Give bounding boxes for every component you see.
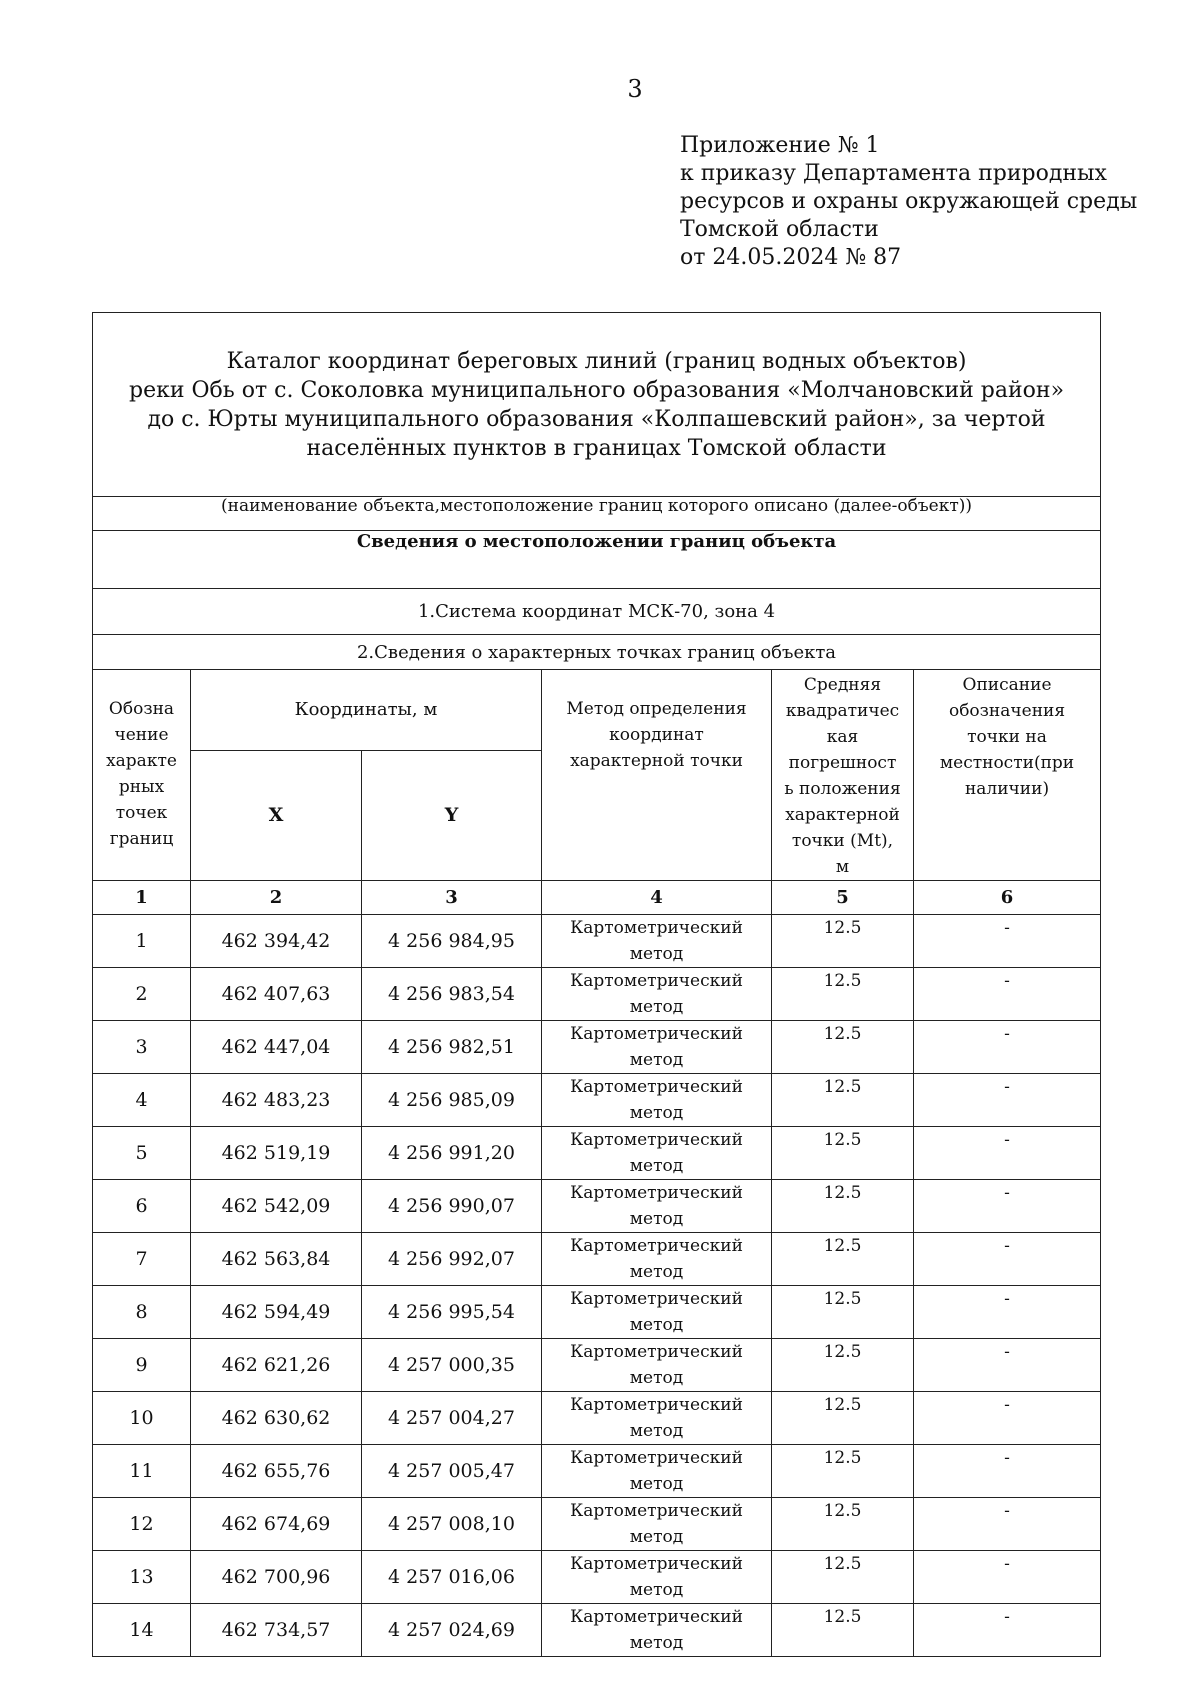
point-description: -: [914, 1286, 1101, 1339]
catalog-title-line: Каталог координат береговых линий (границ водных объектов): [226, 348, 967, 374]
point-number: 7: [93, 1233, 191, 1286]
method-cell: [542, 1233, 772, 1286]
table-row: [93, 1127, 1101, 1180]
method-line: метод: [629, 1209, 684, 1229]
method-cell: [542, 1551, 772, 1604]
coordinate-y: 4 257 000,35: [362, 1339, 542, 1392]
method-line: метод: [629, 997, 684, 1017]
header-line: характерной точки: [570, 751, 743, 771]
column-number: 6: [914, 881, 1101, 915]
point-description: -: [914, 1180, 1101, 1233]
coordinate-y: 4 256 985,09: [362, 1074, 542, 1127]
table-row: [93, 1339, 1101, 1392]
method-line: Картометрический: [570, 1183, 743, 1203]
point-description: -: [914, 1074, 1101, 1127]
coordinate-y: 4 256 982,51: [362, 1021, 542, 1074]
table-row: [93, 1021, 1101, 1074]
point-description: -: [914, 1127, 1101, 1180]
error-value: 12.5: [772, 1286, 914, 1339]
point-description: -: [914, 1498, 1101, 1551]
coordinate-y: 4 256 984,95: [362, 915, 542, 968]
method-line: метод: [629, 1633, 684, 1653]
method-line: метод: [629, 1527, 684, 1547]
coordinate-x: 462 734,57: [191, 1604, 362, 1657]
point-number: 10: [93, 1392, 191, 1445]
method-line: метод: [629, 1262, 684, 1282]
method-line: Картометрический: [570, 1448, 743, 1468]
point-description: -: [914, 1551, 1101, 1604]
method-line: Картометрический: [570, 1554, 743, 1574]
error-value: 12.5: [772, 1021, 914, 1074]
method-cell: [542, 915, 772, 968]
coordinate-y: 4 257 004,27: [362, 1392, 542, 1445]
header-line: Обозна: [108, 699, 175, 719]
table-row: [93, 915, 1101, 968]
header-line: точки (Mt),: [791, 831, 894, 851]
method-line: метод: [629, 1050, 684, 1070]
header-line: ь положения: [784, 779, 901, 799]
error-value: 12.5: [772, 915, 914, 968]
table-row: [93, 968, 1101, 1021]
page-number: 3: [627, 75, 643, 103]
point-description: -: [914, 1392, 1101, 1445]
point-number: 13: [93, 1551, 191, 1604]
header-line: точек: [115, 803, 168, 823]
column-number: 3: [362, 881, 542, 915]
point-description: -: [914, 915, 1101, 968]
coordinate-y: 4 257 016,06: [362, 1551, 542, 1604]
section-title: Сведения о местоположении границ объекта: [93, 531, 1101, 589]
point-number: 9: [93, 1339, 191, 1392]
method-line: метод: [629, 1315, 684, 1335]
coordinate-x: 462 655,76: [191, 1445, 362, 1498]
coordinate-y: 4 256 990,07: [362, 1180, 542, 1233]
catalog-title-line: до с. Юрты муниципального образования «Колпашевский район», за чертой: [147, 406, 1046, 432]
header-line: Метод определения: [566, 699, 747, 719]
header-line: координат: [609, 725, 704, 745]
method-line: метод: [629, 1421, 684, 1441]
point-description: -: [914, 968, 1101, 1021]
appendix-line: ресурсов и охраны окружающей среды: [680, 189, 1138, 214]
column-number: 4: [542, 881, 772, 915]
coordinate-y: 4 256 992,07: [362, 1233, 542, 1286]
coordinates-catalog-table: [92, 312, 1101, 1657]
coordinate-x: 462 519,19: [191, 1127, 362, 1180]
header-x: X: [191, 750, 362, 880]
header-line: местности(при: [939, 753, 1075, 773]
header-line: наличии): [964, 779, 1050, 799]
method-line: Картометрический: [570, 1130, 743, 1150]
error-value: 12.5: [772, 1180, 914, 1233]
header-line: квадратичес: [785, 701, 900, 721]
coordinate-x: 462 630,62: [191, 1392, 362, 1445]
coordinate-x: 462 407,63: [191, 968, 362, 1021]
method-line: метод: [629, 1368, 684, 1388]
points-section-title: 2.Сведения о характерных точках границ объекта: [93, 635, 1101, 670]
coordinate-y: 4 257 008,10: [362, 1498, 542, 1551]
point-description: -: [914, 1445, 1101, 1498]
method-line: метод: [629, 944, 684, 964]
error-value: 12.5: [772, 1445, 914, 1498]
method-line: метод: [629, 1474, 684, 1494]
coordinate-y: 4 257 024,69: [362, 1604, 542, 1657]
table-row: [93, 1604, 1101, 1657]
coordinate-x: 462 563,84: [191, 1233, 362, 1286]
method-line: Картометрический: [570, 1289, 743, 1309]
coordinate-x: 462 621,26: [191, 1339, 362, 1392]
table-row: [93, 1074, 1101, 1127]
error-value: 12.5: [772, 1604, 914, 1657]
appendix-line: Томской области: [680, 217, 879, 242]
coordinate-y: 4 256 991,20: [362, 1127, 542, 1180]
header-line: точки на: [967, 727, 1047, 747]
error-value: 12.5: [772, 1551, 914, 1604]
method-cell: [542, 1127, 772, 1180]
method-cell: [542, 1498, 772, 1551]
appendix-block: [680, 132, 1137, 272]
coordinate-x: 462 483,23: [191, 1074, 362, 1127]
coordinate-x: 462 700,96: [191, 1551, 362, 1604]
point-description: -: [914, 1604, 1101, 1657]
point-description: -: [914, 1233, 1101, 1286]
header-y: Y: [362, 750, 542, 880]
catalog-title: [93, 313, 1101, 497]
method-line: метод: [629, 1580, 684, 1600]
table-row: [93, 1180, 1101, 1233]
point-description: -: [914, 1339, 1101, 1392]
table-row: [93, 1445, 1101, 1498]
header-line: погрешност: [788, 753, 897, 773]
header-method: [542, 670, 772, 881]
header-line: Описание: [962, 675, 1052, 695]
method-cell: [542, 1286, 772, 1339]
method-cell: [542, 968, 772, 1021]
table-row: [93, 1551, 1101, 1604]
point-number: 14: [93, 1604, 191, 1657]
header-coordinates: Координаты, м: [191, 670, 542, 751]
object-subtitle: (наименование объекта,местоположение границ которого описано (далее-объект)): [93, 497, 1101, 531]
error-value: 12.5: [772, 1392, 914, 1445]
method-line: Картометрический: [570, 1342, 743, 1362]
point-number: 1: [93, 915, 191, 968]
header-line: характе: [106, 751, 177, 771]
method-cell: [542, 1074, 772, 1127]
column-number: 2: [191, 881, 362, 915]
method-line: Картометрический: [570, 1607, 743, 1627]
header-line: м: [835, 857, 850, 877]
point-number: 4: [93, 1074, 191, 1127]
header-line: рных: [118, 777, 165, 797]
method-cell: [542, 1339, 772, 1392]
catalog-title-line: населённых пунктов в границах Томской области: [306, 435, 887, 461]
method-cell: [542, 1021, 772, 1074]
method-cell: [542, 1392, 772, 1445]
point-number: 11: [93, 1445, 191, 1498]
coordinate-x: 462 674,69: [191, 1498, 362, 1551]
point-number: 2: [93, 968, 191, 1021]
method-line: Картометрический: [570, 1395, 743, 1415]
header-line: границ: [109, 829, 174, 849]
method-line: Картометрический: [570, 1236, 743, 1256]
header-error: [772, 670, 914, 881]
point-number: 5: [93, 1127, 191, 1180]
column-number: 5: [772, 881, 914, 915]
header-line: Средняя: [803, 675, 882, 695]
column-number: 1: [93, 881, 191, 915]
error-value: 12.5: [772, 1498, 914, 1551]
header-line: обозначения: [948, 701, 1066, 721]
coordinate-y: 4 256 983,54: [362, 968, 542, 1021]
point-number: 12: [93, 1498, 191, 1551]
header-line: чение: [114, 725, 169, 745]
table-row: [93, 1498, 1101, 1551]
method-cell: [542, 1604, 772, 1657]
method-line: Картометрический: [570, 1024, 743, 1044]
coordinate-x: 462 447,04: [191, 1021, 362, 1074]
appendix-line: Приложение № 1: [680, 133, 880, 158]
appendix-line: от 24.05.2024 № 87: [680, 245, 902, 270]
method-line: Картометрический: [570, 918, 743, 938]
method-line: метод: [629, 1156, 684, 1176]
coordinate-x: 462 394,42: [191, 915, 362, 968]
error-value: 12.5: [772, 1233, 914, 1286]
method-line: Картометрический: [570, 971, 743, 991]
table-row: [93, 1392, 1101, 1445]
method-line: Картометрический: [570, 1501, 743, 1521]
point-number: 6: [93, 1180, 191, 1233]
appendix-line: к приказу Департамента природных: [680, 161, 1107, 186]
error-value: 12.5: [772, 1127, 914, 1180]
coordinate-y: 4 257 005,47: [362, 1445, 542, 1498]
error-value: 12.5: [772, 968, 914, 1021]
point-number: 3: [93, 1021, 191, 1074]
table-row: [93, 1286, 1101, 1339]
point-number: 8: [93, 1286, 191, 1339]
coordinate-x: 462 594,49: [191, 1286, 362, 1339]
method-line: метод: [629, 1103, 684, 1123]
error-value: 12.5: [772, 1074, 914, 1127]
header-designation: [93, 670, 191, 881]
coordinate-x: 462 542,09: [191, 1180, 362, 1233]
header-line: кая: [826, 727, 859, 747]
point-description: -: [914, 1021, 1101, 1074]
header-description: [914, 670, 1101, 881]
method-line: Картометрический: [570, 1077, 743, 1097]
coordinate-y: 4 256 995,54: [362, 1286, 542, 1339]
method-cell: [542, 1445, 772, 1498]
header-line: характерной: [785, 805, 900, 825]
error-value: 12.5: [772, 1339, 914, 1392]
method-cell: [542, 1180, 772, 1233]
catalog-title-line: реки Обь от с. Соколовка муниципального образования «Молчановский район»: [129, 377, 1065, 403]
coordinate-system: 1.Система координат МСК-70, зона 4: [93, 589, 1101, 635]
table-row: [93, 1233, 1101, 1286]
